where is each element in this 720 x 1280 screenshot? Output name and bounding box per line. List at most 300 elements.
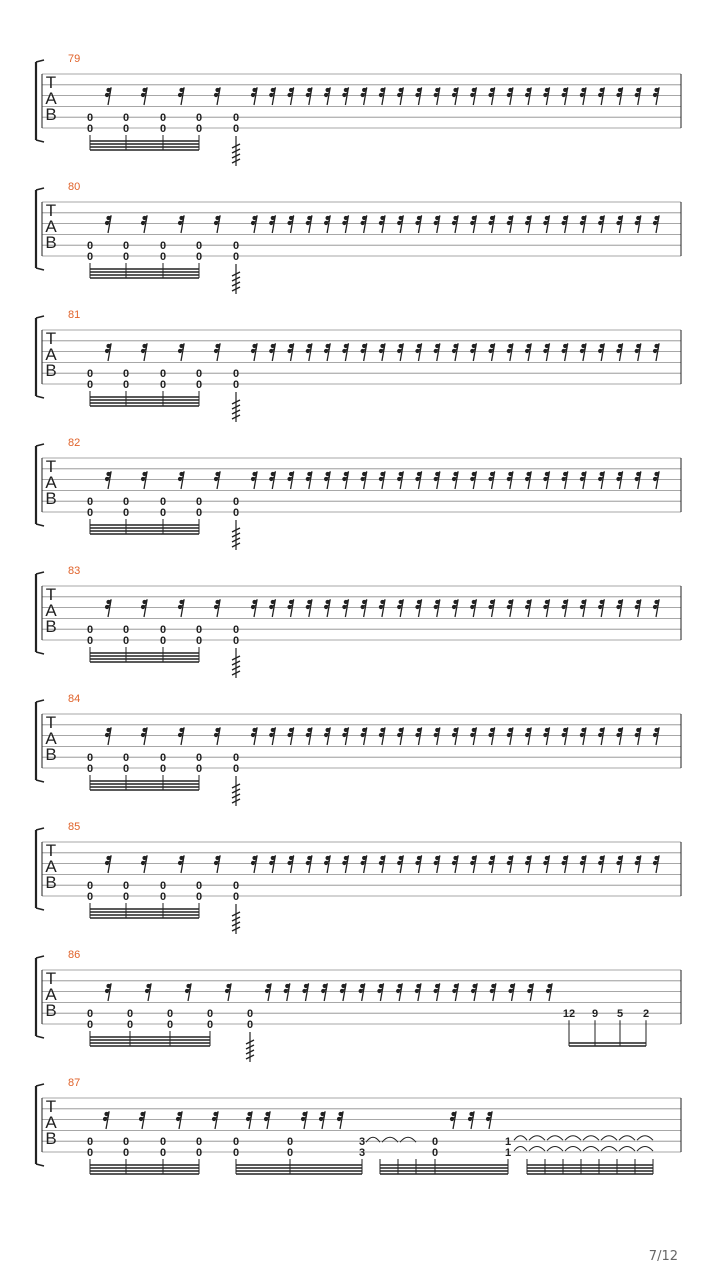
- rest-sixteenth: [337, 1112, 344, 1130]
- measure-number: 84: [68, 693, 81, 705]
- rest-sixteenth: [105, 728, 112, 746]
- fret-number: 0: [122, 624, 130, 637]
- rest-sixteenth: [397, 216, 404, 234]
- fret-number-chord: 3: [358, 1147, 366, 1159]
- fret-number: 0: [159, 752, 167, 765]
- measure-number: 82: [68, 437, 81, 449]
- rest-sixteenth: [562, 88, 569, 106]
- fret-number: 0: [286, 1136, 294, 1149]
- rest-sixteenth: [486, 1112, 493, 1130]
- rest-sixteenth: [178, 600, 185, 618]
- fret-number: 0: [232, 1136, 240, 1149]
- bracket-hook-bottom: [36, 524, 44, 526]
- fret-number: 0: [122, 123, 130, 135]
- fret-number: 0: [195, 891, 203, 903]
- rest-sixteenth: [415, 344, 422, 362]
- tab-system-87: [36, 1077, 681, 1174]
- fret-number: 0: [195, 635, 203, 647]
- fret-number: 0: [86, 1136, 94, 1149]
- fret-number: 0: [159, 240, 167, 253]
- fret-number: 0: [86, 635, 94, 647]
- tab-clef-t: T: [45, 969, 57, 988]
- fret-number: 0: [195, 1147, 203, 1159]
- rest-sixteenth: [415, 216, 422, 234]
- tie: [583, 1147, 599, 1152]
- bracket-hook-top: [36, 444, 44, 446]
- fret-number: 0: [232, 251, 240, 263]
- rest-sixteenth: [324, 728, 331, 746]
- tab-clef-b: B: [45, 617, 57, 636]
- fret-number: 0: [431, 1147, 439, 1159]
- rest-sixteenth: [434, 472, 441, 490]
- rest-sixteenth: [434, 344, 441, 362]
- bracket-hook-bottom: [36, 1036, 44, 1038]
- bracket-hook-top: [36, 956, 44, 958]
- fret-number: 0: [86, 496, 94, 509]
- rest-sixteenth: [379, 216, 386, 234]
- rest-sixteenth: [141, 88, 148, 106]
- fret-number: 0: [86, 379, 94, 391]
- tie: [583, 1136, 599, 1141]
- rest-sixteenth: [580, 856, 587, 874]
- tie: [514, 1147, 527, 1152]
- tab-clef-b: B: [45, 489, 57, 508]
- tab-clef-a: A: [45, 473, 57, 492]
- tab-clef-t: T: [45, 1097, 57, 1116]
- rest-sixteenth: [214, 88, 221, 106]
- bracket-hook-top: [36, 316, 44, 318]
- rest-sixteenth: [361, 856, 368, 874]
- fret-number-run: 5: [616, 1008, 624, 1021]
- rest-sixteenth: [434, 984, 441, 1002]
- rest-sixteenth: [434, 728, 441, 746]
- tab-system-83: [36, 565, 681, 678]
- fret-number: 0: [286, 1147, 294, 1159]
- fret-number: 0: [159, 1147, 167, 1159]
- fret-number: 0: [86, 891, 94, 903]
- tab-system-82: [36, 437, 681, 550]
- tie: [514, 1136, 527, 1141]
- rest-sixteenth: [635, 88, 642, 106]
- rest-sixteenth: [562, 344, 569, 362]
- rest-sixteenth: [598, 88, 605, 106]
- rest-sixteenth: [269, 216, 276, 234]
- fret-number: 0: [86, 752, 94, 765]
- rest-sixteenth: [103, 1112, 110, 1130]
- fret-number: 0: [122, 763, 130, 775]
- rest-sixteenth: [265, 984, 272, 1002]
- rest-sixteenth: [653, 728, 660, 746]
- fret-number: 0: [166, 1008, 174, 1021]
- measure-number: 86: [68, 949, 81, 961]
- fret-number: 0: [232, 496, 240, 509]
- tab-clef-t: T: [45, 841, 57, 860]
- measure-number: 87: [68, 1077, 81, 1089]
- rest-sixteenth: [340, 984, 347, 1002]
- rest-sixteenth: [653, 472, 660, 490]
- rest-sixteenth: [361, 728, 368, 746]
- rest-sixteenth: [397, 472, 404, 490]
- tab-clef-a: A: [45, 601, 57, 620]
- fret-number: 0: [122, 891, 130, 903]
- fret-number: 0: [159, 112, 167, 125]
- rest-sixteenth: [598, 344, 605, 362]
- rest-sixteenth: [543, 856, 550, 874]
- rest-sixteenth: [306, 472, 313, 490]
- rest-sixteenth: [452, 728, 459, 746]
- fret-number: 0: [122, 1147, 130, 1159]
- fret-number: 0: [232, 880, 240, 893]
- fret-number: 0: [122, 379, 130, 391]
- rest-sixteenth: [225, 984, 232, 1002]
- fret-number: 0: [232, 752, 240, 765]
- bracket-hook-top: [36, 188, 44, 190]
- rest-sixteenth: [470, 344, 477, 362]
- tab-clef-t: T: [45, 329, 57, 348]
- rest-sixteenth: [635, 216, 642, 234]
- rest-sixteenth: [562, 600, 569, 618]
- bracket-hook-top: [36, 1084, 44, 1086]
- tab-clef-b: B: [45, 233, 57, 252]
- rest-sixteenth: [616, 728, 623, 746]
- rest-sixteenth: [562, 216, 569, 234]
- fret-number: 0: [166, 1019, 174, 1031]
- rest-sixteenth: [543, 88, 550, 106]
- tremolo-note: [246, 1032, 254, 1062]
- bracket-hook-top: [36, 828, 44, 830]
- fret-number: 0: [246, 1019, 254, 1031]
- rest-sixteenth: [635, 600, 642, 618]
- rest-sixteenth: [434, 216, 441, 234]
- rest-sixteenth: [105, 856, 112, 874]
- measure-number: 85: [68, 821, 81, 833]
- fret-number: 0: [159, 507, 167, 519]
- tie: [565, 1147, 581, 1152]
- rest-sixteenth: [397, 728, 404, 746]
- rest-sixteenth: [306, 88, 313, 106]
- rest-sixteenth: [434, 600, 441, 618]
- rest-sixteenth: [214, 600, 221, 618]
- rest-sixteenth: [452, 856, 459, 874]
- tie: [529, 1136, 545, 1141]
- rest-sixteenth: [324, 600, 331, 618]
- fret-number: 0: [232, 1147, 240, 1159]
- rest-sixteenth: [251, 600, 258, 618]
- rest-sixteenth: [598, 728, 605, 746]
- bracket-hook-bottom: [36, 1164, 44, 1166]
- tremolo-note: [232, 904, 240, 934]
- rest-sixteenth: [397, 344, 404, 362]
- fret-number: 0: [195, 123, 203, 135]
- rest-sixteenth: [543, 472, 550, 490]
- rest-sixteenth: [635, 728, 642, 746]
- rest-sixteenth: [525, 472, 532, 490]
- fret-number: 0: [232, 763, 240, 775]
- tab-clef-t: T: [45, 201, 57, 220]
- rest-sixteenth: [214, 856, 221, 874]
- rest-sixteenth: [246, 1112, 253, 1130]
- rest-sixteenth: [306, 216, 313, 234]
- tab-clef-t: T: [45, 457, 57, 476]
- tab-clef-t: T: [45, 585, 57, 604]
- rest-sixteenth: [452, 216, 459, 234]
- rest-sixteenth: [415, 856, 422, 874]
- rest-sixteenth: [488, 600, 495, 618]
- rest-sixteenth: [287, 600, 294, 618]
- rest-sixteenth: [543, 600, 550, 618]
- fret-number: 0: [122, 635, 130, 647]
- rest-sixteenth: [319, 1112, 326, 1130]
- fret-number: 0: [86, 880, 94, 893]
- fret-number-run: 12: [562, 1008, 576, 1021]
- rest-sixteenth: [507, 728, 514, 746]
- fret-number: 0: [159, 251, 167, 263]
- rest-sixteenth: [543, 344, 550, 362]
- fret-number: 0: [122, 1136, 130, 1149]
- fret-number: 0: [195, 112, 203, 125]
- fret-number: 0: [195, 368, 203, 381]
- tie: [637, 1147, 653, 1152]
- tie: [619, 1147, 635, 1152]
- tab-clef-b: B: [45, 1001, 57, 1020]
- bracket-hook-bottom: [36, 396, 44, 398]
- tab-clef-b: B: [45, 1129, 57, 1148]
- tab-clef-b: B: [45, 361, 57, 380]
- rest-sixteenth: [397, 600, 404, 618]
- rest-sixteenth: [616, 472, 623, 490]
- fret-number: 0: [122, 496, 130, 509]
- rest-sixteenth: [635, 472, 642, 490]
- fret-number: 0: [122, 112, 130, 125]
- rest-sixteenth: [178, 728, 185, 746]
- rest-sixteenth: [105, 88, 112, 106]
- rest-sixteenth: [488, 472, 495, 490]
- tab-clef-a: A: [45, 217, 57, 236]
- rest-sixteenth: [287, 472, 294, 490]
- rest-sixteenth: [306, 600, 313, 618]
- rest-sixteenth: [342, 600, 349, 618]
- rest-sixteenth: [415, 472, 422, 490]
- fret-number: 0: [86, 1019, 94, 1031]
- rest-sixteenth: [470, 88, 477, 106]
- rest-sixteenth: [488, 728, 495, 746]
- rest-sixteenth: [546, 984, 553, 1002]
- rest-sixteenth: [379, 472, 386, 490]
- tab-clef-a: A: [45, 857, 57, 876]
- bracket-hook-bottom: [36, 140, 44, 142]
- fret-number: 0: [126, 1019, 134, 1031]
- rest-sixteenth: [653, 600, 660, 618]
- fret-number-chord: 1: [504, 1147, 512, 1159]
- rest-sixteenth: [525, 88, 532, 106]
- rest-sixteenth: [269, 600, 276, 618]
- rest-sixteenth: [450, 1112, 457, 1130]
- rest-sixteenth: [342, 856, 349, 874]
- rest-sixteenth: [527, 984, 534, 1002]
- rest-sixteenth: [324, 216, 331, 234]
- rest-sixteenth: [359, 984, 366, 1002]
- rest-sixteenth: [470, 728, 477, 746]
- rest-sixteenth: [616, 216, 623, 234]
- tab-system-80: [36, 181, 681, 294]
- rest-sixteenth: [543, 216, 550, 234]
- rest-sixteenth: [321, 984, 328, 1002]
- fret-number: 0: [232, 240, 240, 253]
- tremolo-note: [232, 136, 240, 166]
- measure-number: 80: [68, 181, 81, 193]
- rest-sixteenth: [653, 856, 660, 874]
- rest-sixteenth: [361, 88, 368, 106]
- rest-sixteenth: [214, 728, 221, 746]
- rest-sixteenth: [598, 600, 605, 618]
- rest-sixteenth: [580, 728, 587, 746]
- rest-sixteenth: [543, 728, 550, 746]
- fret-number: 0: [195, 624, 203, 637]
- rest-sixteenth: [490, 984, 497, 1002]
- rest-sixteenth: [415, 984, 422, 1002]
- fret-number: 0: [86, 1147, 94, 1159]
- rest-sixteenth: [178, 216, 185, 234]
- fret-number: 0: [86, 112, 94, 125]
- rest-sixteenth: [580, 216, 587, 234]
- rest-sixteenth: [141, 728, 148, 746]
- rest-sixteenth: [324, 344, 331, 362]
- rest-sixteenth: [562, 856, 569, 874]
- rest-sixteenth: [251, 728, 258, 746]
- rest-sixteenth: [141, 216, 148, 234]
- tremolo-note: [232, 264, 240, 294]
- fret-number: 0: [195, 763, 203, 775]
- fret-number: 0: [195, 496, 203, 509]
- fret-number: 0: [232, 112, 240, 125]
- tremolo-note: [232, 776, 240, 806]
- rest-sixteenth: [141, 856, 148, 874]
- rest-sixteenth: [415, 88, 422, 106]
- rest-sixteenth: [178, 856, 185, 874]
- rest-sixteenth: [145, 984, 152, 1002]
- rest-sixteenth: [105, 984, 112, 1002]
- fret-number: 0: [232, 624, 240, 637]
- fret-number: 0: [195, 880, 203, 893]
- fret-number-chord: 1: [504, 1136, 512, 1149]
- rest-sixteenth: [251, 216, 258, 234]
- rest-sixteenth: [635, 344, 642, 362]
- rest-sixteenth: [212, 1112, 219, 1130]
- fret-number: 0: [122, 752, 130, 765]
- fret-number: 0: [431, 1136, 439, 1149]
- rest-sixteenth: [397, 856, 404, 874]
- tremolo-note: [232, 648, 240, 678]
- rest-sixteenth: [342, 728, 349, 746]
- rest-sixteenth: [178, 472, 185, 490]
- measure-number: 83: [68, 565, 81, 577]
- fret-number: 0: [195, 507, 203, 519]
- rest-sixteenth: [525, 856, 532, 874]
- rest-sixteenth: [141, 472, 148, 490]
- rest-sixteenth: [251, 344, 258, 362]
- fret-number: 0: [206, 1019, 214, 1031]
- tab-clef-t: T: [45, 713, 57, 732]
- fret-number: 0: [159, 123, 167, 135]
- fret-number: 0: [86, 763, 94, 775]
- rest-sixteenth: [507, 472, 514, 490]
- rest-sixteenth: [452, 88, 459, 106]
- rest-sixteenth: [324, 856, 331, 874]
- rest-sixteenth: [580, 600, 587, 618]
- tab-clef-b: B: [45, 873, 57, 892]
- rest-sixteenth: [580, 344, 587, 362]
- rest-sixteenth: [269, 728, 276, 746]
- rest-sixteenth: [105, 216, 112, 234]
- rest-sixteenth: [361, 216, 368, 234]
- fret-number: 0: [159, 1136, 167, 1149]
- fret-number: 0: [159, 635, 167, 647]
- rest-sixteenth: [653, 88, 660, 106]
- rest-sixteenth: [379, 88, 386, 106]
- rest-sixteenth: [415, 728, 422, 746]
- rest-sixteenth: [178, 344, 185, 362]
- fret-number: 0: [195, 240, 203, 253]
- tie: [601, 1136, 617, 1141]
- rest-sixteenth: [616, 600, 623, 618]
- rest-sixteenth: [287, 88, 294, 106]
- fret-number-run: 2: [642, 1008, 650, 1021]
- rest-sixteenth: [379, 728, 386, 746]
- fret-number: 0: [122, 240, 130, 253]
- measure-number: 79: [68, 53, 81, 65]
- fret-number: 0: [195, 752, 203, 765]
- rest-sixteenth: [287, 216, 294, 234]
- rest-sixteenth: [214, 472, 221, 490]
- fret-number: 0: [86, 507, 94, 519]
- rest-sixteenth: [287, 728, 294, 746]
- rest-sixteenth: [562, 728, 569, 746]
- fret-number: 0: [86, 240, 94, 253]
- rest-sixteenth: [185, 984, 192, 1002]
- tab-clef-a: A: [45, 89, 57, 108]
- rest-sixteenth: [141, 600, 148, 618]
- rest-sixteenth: [284, 984, 291, 1002]
- rest-sixteenth: [488, 344, 495, 362]
- rest-sixteenth: [306, 728, 313, 746]
- tab-clef-a: A: [45, 985, 57, 1004]
- rest-sixteenth: [470, 216, 477, 234]
- rest-sixteenth: [396, 984, 403, 1002]
- rest-sixteenth: [214, 344, 221, 362]
- rest-sixteenth: [342, 344, 349, 362]
- tab-system-86: [36, 949, 681, 1062]
- rest-sixteenth: [507, 344, 514, 362]
- bracket-hook-bottom: [36, 908, 44, 910]
- fret-number: 0: [206, 1008, 214, 1021]
- rest-sixteenth: [616, 856, 623, 874]
- rest-sixteenth: [507, 600, 514, 618]
- fret-number: 0: [122, 251, 130, 263]
- tremolo-note: [232, 520, 240, 550]
- rest-sixteenth: [306, 856, 313, 874]
- rest-sixteenth: [176, 1112, 183, 1130]
- rest-sixteenth: [415, 600, 422, 618]
- rest-sixteenth: [324, 88, 331, 106]
- rest-sixteenth: [105, 600, 112, 618]
- tab-clef-t: T: [45, 73, 57, 92]
- fret-number: 0: [195, 379, 203, 391]
- rest-sixteenth: [488, 88, 495, 106]
- rest-sixteenth: [507, 856, 514, 874]
- rest-sixteenth: [452, 344, 459, 362]
- rest-sixteenth: [653, 344, 660, 362]
- rest-sixteenth: [525, 216, 532, 234]
